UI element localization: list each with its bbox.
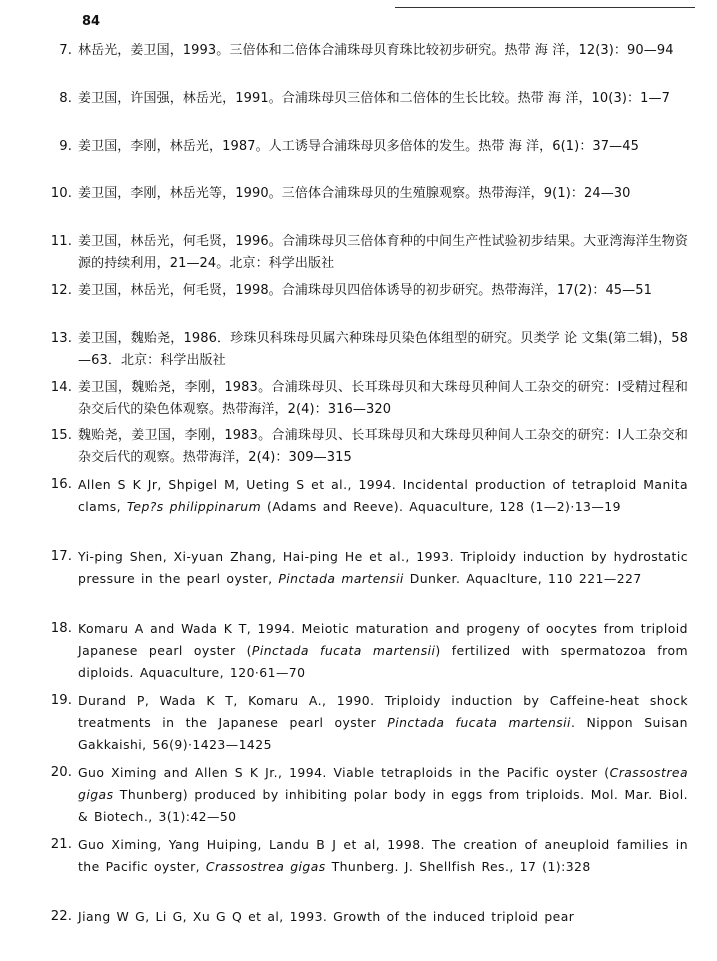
reference-text: 姜卫国，魏贻尧，李刚，1983。合浦珠母贝、长耳珠母贝和大珠母贝种间人工杂交的研究：Ⅰ受精过程和杂交后代的染色体观察。热带海洋，2(4)：316—320 xyxy=(78,380,688,417)
reference-text-start: Yi-ping Shen, Xi-yuan Zhang, Hai-ping He et al., 1993. Triploidy induction by hydrostatic pressure in the pearl oyster, xyxy=(78,549,688,586)
reference-number: 12. xyxy=(50,283,72,298)
reference-text-end: (Adams and Reeve). Aquaculture, 128 (1—2)·13—19 xyxy=(261,499,621,514)
reference-text-start: Komaru A and Wada K T, 1994. Meiotic maturation and progeny of oocytes from triploid Japanese pearl oyster ( xyxy=(78,621,688,658)
reference-item xyxy=(28,328,688,372)
species-name: Pinctada fucata martensii xyxy=(387,715,571,730)
reference-text: 魏贻尧，姜卫国，李刚，1983。合浦珠母贝、长耳珠母贝和大珠母贝种间人工杂交的研究：Ⅰ人工杂交和杂交后代的观察。热带海洋，2(4)：309—315 xyxy=(78,428,688,465)
reference-text xyxy=(78,834,688,878)
reference-number: 8. xyxy=(59,91,72,106)
reference-item xyxy=(28,40,688,62)
reference-item xyxy=(28,690,688,756)
reference-item xyxy=(28,88,688,110)
reference-item xyxy=(28,183,688,205)
reference-text xyxy=(78,762,688,828)
reference-text: 姜卫国，魏贻尧，1986．珍珠贝科珠母贝属六种珠母贝染色体组型的研究。贝类学 论 文集(第二辑)，58—63．北京：科学出版社 xyxy=(78,331,688,368)
reference-text-start: Durand P, Wada K T, Komaru A., 1990. Triploidy induction by Caffeine-heat shock treatments in the Japanese pearl oyster xyxy=(78,693,688,730)
reference-number: 22. xyxy=(50,909,72,924)
reference-number: 16. xyxy=(50,477,72,492)
reference-text-end: . Nippon Suisan Gakkaishi, 56(9)·1423—1425 xyxy=(78,715,688,752)
reference-item xyxy=(28,618,688,684)
reference-number: 15. xyxy=(50,428,72,443)
reference-item xyxy=(28,762,688,828)
reference-number: 11. xyxy=(50,234,72,249)
reference-item xyxy=(28,546,688,590)
reference-text-end: ) fertilized with spermatozoa from diploids. Aquaculture, 120·61—70 xyxy=(78,643,689,680)
species-name: Crassostrea gigas xyxy=(78,765,688,802)
reference-item xyxy=(28,906,688,928)
reference-number: 17. xyxy=(50,549,72,564)
reference-text-start: Guo Ximing, Yang Huiping, Landu B J et al, 1998. The creation of aneuploid families in the Pacific oyster, xyxy=(78,837,688,874)
header-rule xyxy=(395,7,695,8)
reference-number: 21. xyxy=(50,837,72,852)
species-name: Tep?s philippinarum xyxy=(126,499,262,514)
reference-item xyxy=(28,834,688,878)
reference-text-start: Guo Ximing and Allen S K Jr., 1994. Viable tetraploids in the Pacific oyster ( xyxy=(78,765,610,780)
reference-text-end: Thunberg. J. Shellfish Res., 17 (1):328 xyxy=(325,859,591,874)
reference-number: 13. xyxy=(50,331,72,346)
reference-text xyxy=(78,690,688,756)
reference-text: 姜卫国，李刚，林岳光等，1990。三倍体合浦珠母贝的生殖腺观察。热带海洋，9(1)：24—30 xyxy=(78,186,631,201)
reference-text: 姜卫国，李刚，林岳光，1987。人工诱导合浦珠母贝多倍体的发生。热带 海 洋，6(1)：37—45 xyxy=(78,139,640,154)
reference-text-start: Jiang W G, Li G, Xu G Q et al, 1993. Growth of the induced triploid pear xyxy=(78,909,575,924)
reference-text: 姜卫国，林岳光，何毛贤，1998。合浦珠母贝四倍体诱导的初步研究。热带海洋，17(2)：45—51 xyxy=(78,283,653,298)
reference-item xyxy=(28,231,688,275)
reference-text xyxy=(78,546,688,590)
reference-item xyxy=(28,377,688,421)
species-name: Crassostrea gigas xyxy=(205,859,326,874)
reference-number: 10. xyxy=(50,186,72,201)
reference-text: 姜卫国，林岳光，何毛贤，1996。合浦珠母贝三倍体育种的中间生产性试验初步结果。大亚湾海洋生物资源的持续利用，21—24。北京：科学出版社 xyxy=(78,234,688,271)
reference-text: 姜卫国，许国强，林岳光，1991。合浦珠母贝三倍体和二倍体的生长比较。热带 海 洋，10(3)：1—7 xyxy=(78,91,670,106)
reference-number: 9. xyxy=(59,139,72,154)
reference-item xyxy=(28,474,688,518)
reference-text xyxy=(78,618,688,684)
reference-number: 7. xyxy=(59,43,72,58)
reference-text xyxy=(78,906,688,928)
reference-number: 20. xyxy=(50,765,72,780)
reference-text-start: Allen S K Jr, Shpigel M, Ueting S et al., 1994. Incidental production of tetraploid Manita clams, xyxy=(78,477,688,514)
reference-item xyxy=(28,136,688,158)
reference-text-end: Dunker. Aquaclture, 110 221—227 xyxy=(403,571,642,586)
reference-text-end: Thunberg) produced by inhibiting polar body in eggs from triploids. Mol. Mar. Biol. & Biotech., 3(1):42—50 xyxy=(78,787,688,824)
reference-number: 14. xyxy=(50,380,72,395)
page-number: 84 xyxy=(82,14,101,29)
reference-text: 林岳光，姜卫国，1993。三倍体和二倍体合浦珠母贝育珠比较初步研究。热带 海 洋，12(3)：90—94 xyxy=(78,43,674,58)
species-name: Pinctada fucata martensii xyxy=(251,643,436,658)
reference-number: 18. xyxy=(50,621,72,636)
reference-number: 19. xyxy=(50,693,72,708)
reference-item xyxy=(28,425,688,469)
reference-text xyxy=(78,474,688,518)
species-name: Pinctada martensii xyxy=(278,571,404,586)
reference-item xyxy=(28,280,688,302)
